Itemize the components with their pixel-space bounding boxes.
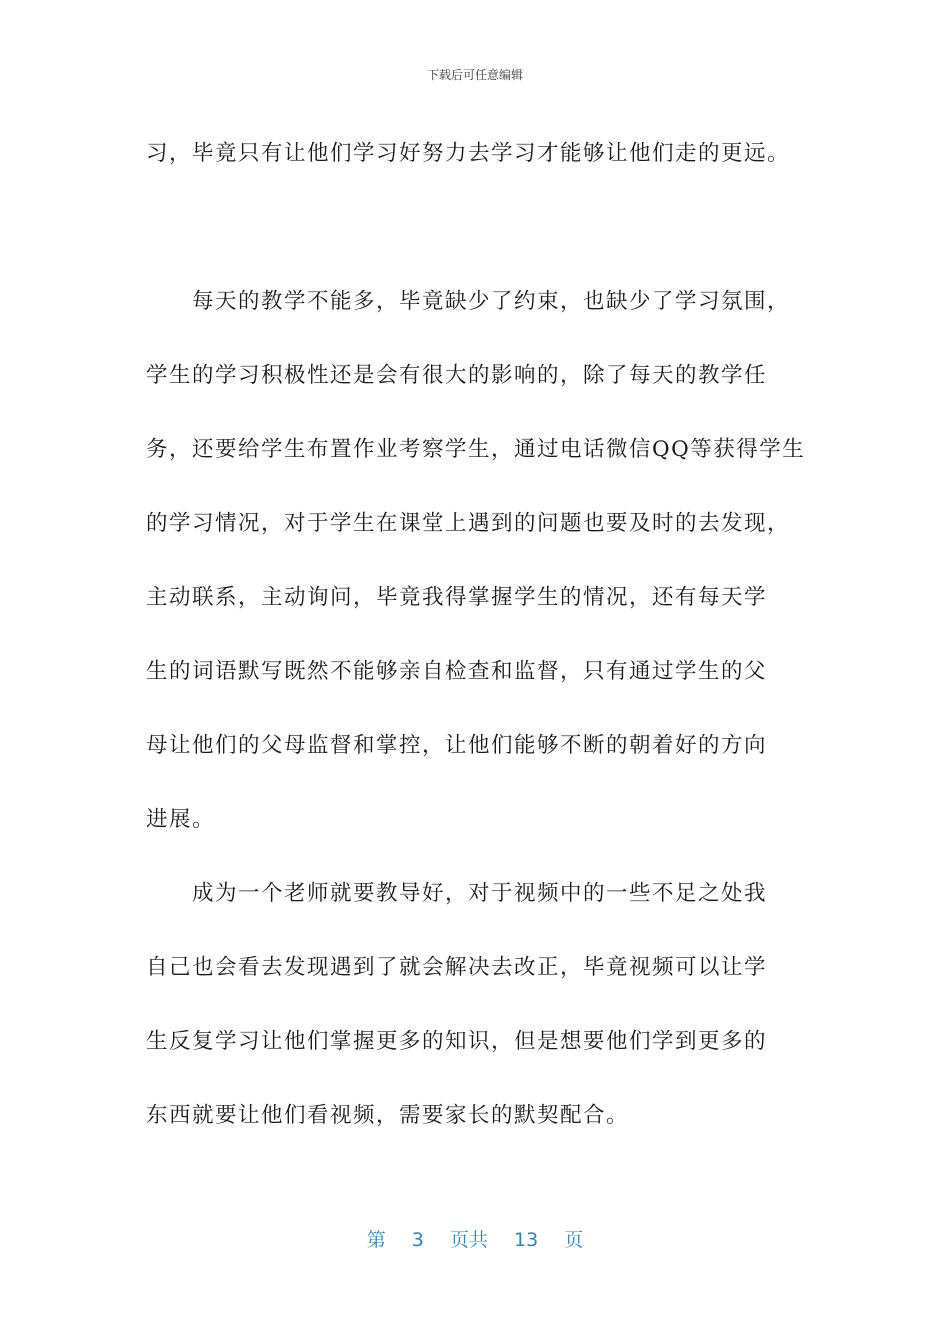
page-header: 下载后可任意编辑 xyxy=(426,68,523,82)
total-page-count: 13 xyxy=(514,1229,539,1251)
paragraph-line: 成为一个老师就要教导好，对于视频中的一些不足之处我 xyxy=(146,881,768,906)
paragraph-line: 每天的教学不能多，毕竟缺少了约束，也缺少了学习氛围， xyxy=(146,289,791,314)
paragraph-line: 自己也会看去发现遇到了就会解决去改正，毕竟视频可以让学 xyxy=(146,955,768,980)
footer-suffix: 页 xyxy=(564,1229,584,1251)
paragraph-line: 母让他们的父母监督和掌控，让他们能够不断的朝着好的方向 xyxy=(146,733,768,758)
footer-middle: 页共 xyxy=(449,1229,488,1251)
paragraph-line: 东西就要让他们看视频，需要家长的默契配合。 xyxy=(146,1103,630,1128)
paragraph-line: 的学习情况，对于学生在课堂上遇到的问题也要及时的去发现， xyxy=(146,511,791,536)
paragraph-line: 生的词语默写既然不能够亲自检查和监督，只有通过学生的父 xyxy=(146,659,768,684)
paragraph-line: 主动联系，主动询问，毕竟我得掌握学生的情况，还有每天学 xyxy=(146,585,768,610)
current-page-number: 3 xyxy=(411,1229,424,1251)
footer-prefix: 第 xyxy=(366,1229,386,1251)
paragraph-line: 学生的学习积极性还是会有很大的影响的，除了每天的教学任 xyxy=(146,363,768,388)
paragraph-line: 习，毕竟只有让他们学习好努力去学习才能够让他们走的更远。 xyxy=(146,141,791,166)
paragraph-line: 务，还要给学生布置作业考察学生，通过电话微信QQ等获得学生 xyxy=(146,437,806,462)
paragraph-line: 进展。 xyxy=(146,807,216,832)
paragraph-line: 生反复学习让他们掌握更多的知识，但是想要他们学到更多的 xyxy=(146,1029,768,1054)
page-footer xyxy=(0,1225,950,1252)
